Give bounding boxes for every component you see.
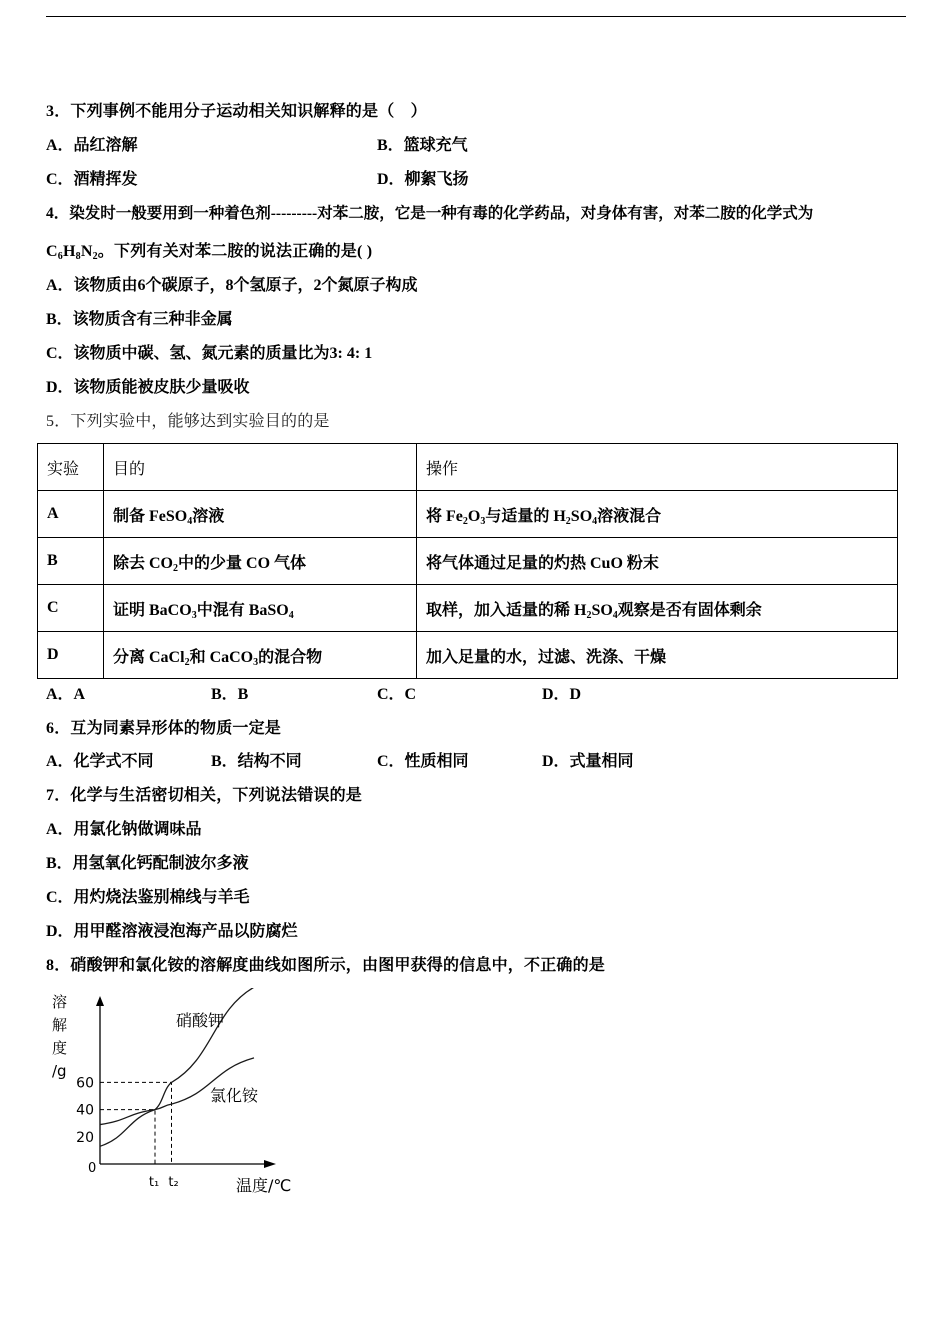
row-b-goal: 除去 $CO_2$中的少量 CO 气体 <box>104 538 417 585</box>
q3-option-c[interactable]: C．酒精挥发 <box>46 171 138 188</box>
kno3-label: 硝酸钾 <box>176 1011 225 1030</box>
origin-label: 0 <box>88 1161 97 1176</box>
row-c-goal: 证明 BaCO$_3$中混有 BaSO$_4$ <box>104 585 417 632</box>
formula-c: C <box>46 243 58 260</box>
q6-option-b[interactable]: B．结构不同 <box>211 753 302 770</box>
q5-option-b[interactable]: B．B <box>211 686 249 703</box>
formula-c-sub: 6 <box>57 251 63 262</box>
q4-stem-line1: 4．染发时一般要用到一种着色剂---------对苯二胺，它是一种有毒的化学药品，对身体有害，对苯二胺的化学式为 <box>46 205 814 222</box>
q6-option-a[interactable]: A．化学式不同 <box>46 753 154 770</box>
q4-stem-tail: 。下列有关对苯二胺的说法正确的是( ) <box>97 243 373 260</box>
formula-n-sub: 2 <box>92 251 98 262</box>
row-c-operation: 取样，加入适量的稀 $H_2SO_4$观察是否有固体剩余 <box>417 585 898 632</box>
y-axis-label: /g <box>52 1062 67 1080</box>
row-a-operation: 将 $Fe_2O_3$与适量的 $H_2SO_4$溶液混合 <box>417 491 898 538</box>
q7-option-a[interactable]: A．用氯化钠做调味品 <box>46 821 202 838</box>
table-row <box>38 632 898 679</box>
x-axis-label: 温度/℃ <box>236 1176 292 1195</box>
q5-stem: 5．下列实验中，能够达到实验目的的是 <box>46 413 330 430</box>
q6-option-d[interactable]: D．式量相同 <box>542 753 634 770</box>
y-axis-label: 溶 <box>52 993 68 1011</box>
q3-option-b[interactable]: B．篮球充气 <box>377 137 468 154</box>
q4-option-b[interactable]: B．该物质含有三种非金属 <box>46 311 233 328</box>
q7-option-d[interactable]: D．用甲醛溶液浸泡海产品以防腐烂 <box>46 923 298 940</box>
y-axis-label: 度 <box>52 1039 68 1057</box>
row-a-exp: A <box>38 491 104 538</box>
y-tick-label: 20 <box>76 1129 94 1146</box>
x-tick-t1: t₁ <box>148 1175 160 1190</box>
q4-option-a[interactable]: A．该物质由6个碳原子，8个氢原子，2个氮原子构成 <box>46 277 418 294</box>
x-axis-arrow <box>264 1160 276 1168</box>
y-tick-label: 60 <box>76 1075 94 1092</box>
q5-option-d[interactable]: D．D <box>542 686 582 703</box>
q3-option-a[interactable]: A．品红溶解 <box>46 137 138 154</box>
row-c-exp: C <box>38 585 104 632</box>
q8-stem: 8．硝酸钾和氯化铵的溶解度曲线如图所示，由图甲获得的信息中，不正确的是 <box>46 957 606 974</box>
row-d-goal: 分离 CaCl$_2$和 CaCO$_3$的混合物 <box>104 632 417 679</box>
q5-option-a[interactable]: A．A <box>46 686 86 703</box>
q7-option-b[interactable]: B．用氢氧化钙配制波尔多液 <box>46 855 249 872</box>
formula-h-sub: 8 <box>75 251 81 262</box>
nh4cl-label: 氯化铵 <box>210 1086 259 1105</box>
q4-stem-line2 <box>46 241 372 263</box>
y-axis-label: 解 <box>52 1016 68 1034</box>
table-header-row <box>38 444 898 491</box>
q5-option-c[interactable]: C．C <box>377 686 417 703</box>
row-a-goal: 制备 FeSO$_4$溶液 <box>104 491 417 538</box>
y-axis-arrow <box>96 996 104 1006</box>
q3-option-d[interactable]: D．柳絮飞扬 <box>377 171 469 188</box>
chart-labels <box>52 993 291 1195</box>
row-b-exp: B <box>38 538 104 585</box>
formula-h: H <box>62 243 76 260</box>
row-d-operation: 加入足量的水，过滤、洗涤、干燥 <box>417 632 898 679</box>
table-row <box>38 585 898 632</box>
table-row <box>38 491 898 538</box>
header-operation: 操作 <box>417 444 898 491</box>
row-b-operation: 将气体通过足量的灼热 CuO 粉末 <box>417 538 898 585</box>
q4-option-c[interactable]: C．该物质中碳、氢、氮元素的质量比为3: 4: 1 <box>46 345 373 362</box>
header-experiment: 实验 <box>38 444 104 491</box>
solubility-chart <box>40 988 310 1203</box>
table-row <box>38 538 898 585</box>
header-rule <box>46 16 906 17</box>
q6-option-c[interactable]: C．性质相同 <box>377 753 469 770</box>
q6-stem: 6．互为同素异形体的物质一定是 <box>46 720 282 737</box>
experiment-table <box>37 443 898 679</box>
y-tick-label: 40 <box>76 1102 94 1119</box>
q7-stem: 7．化学与生活密切相关，下列说法错误的是 <box>46 787 363 804</box>
header-goal: 目的 <box>104 444 417 491</box>
x-tick-t2: t₂ <box>168 1175 179 1190</box>
q7-option-c[interactable]: C．用灼烧法鉴别棉线与羊毛 <box>46 889 250 906</box>
formula-n: N <box>80 243 93 260</box>
q3-stem: 3．下列事例不能用分子运动相关知识解释的是（ ） <box>46 103 427 120</box>
q4-option-d[interactable]: D．该物质能被皮肤少量吸收 <box>46 379 250 396</box>
row-d-exp: D <box>38 632 104 679</box>
